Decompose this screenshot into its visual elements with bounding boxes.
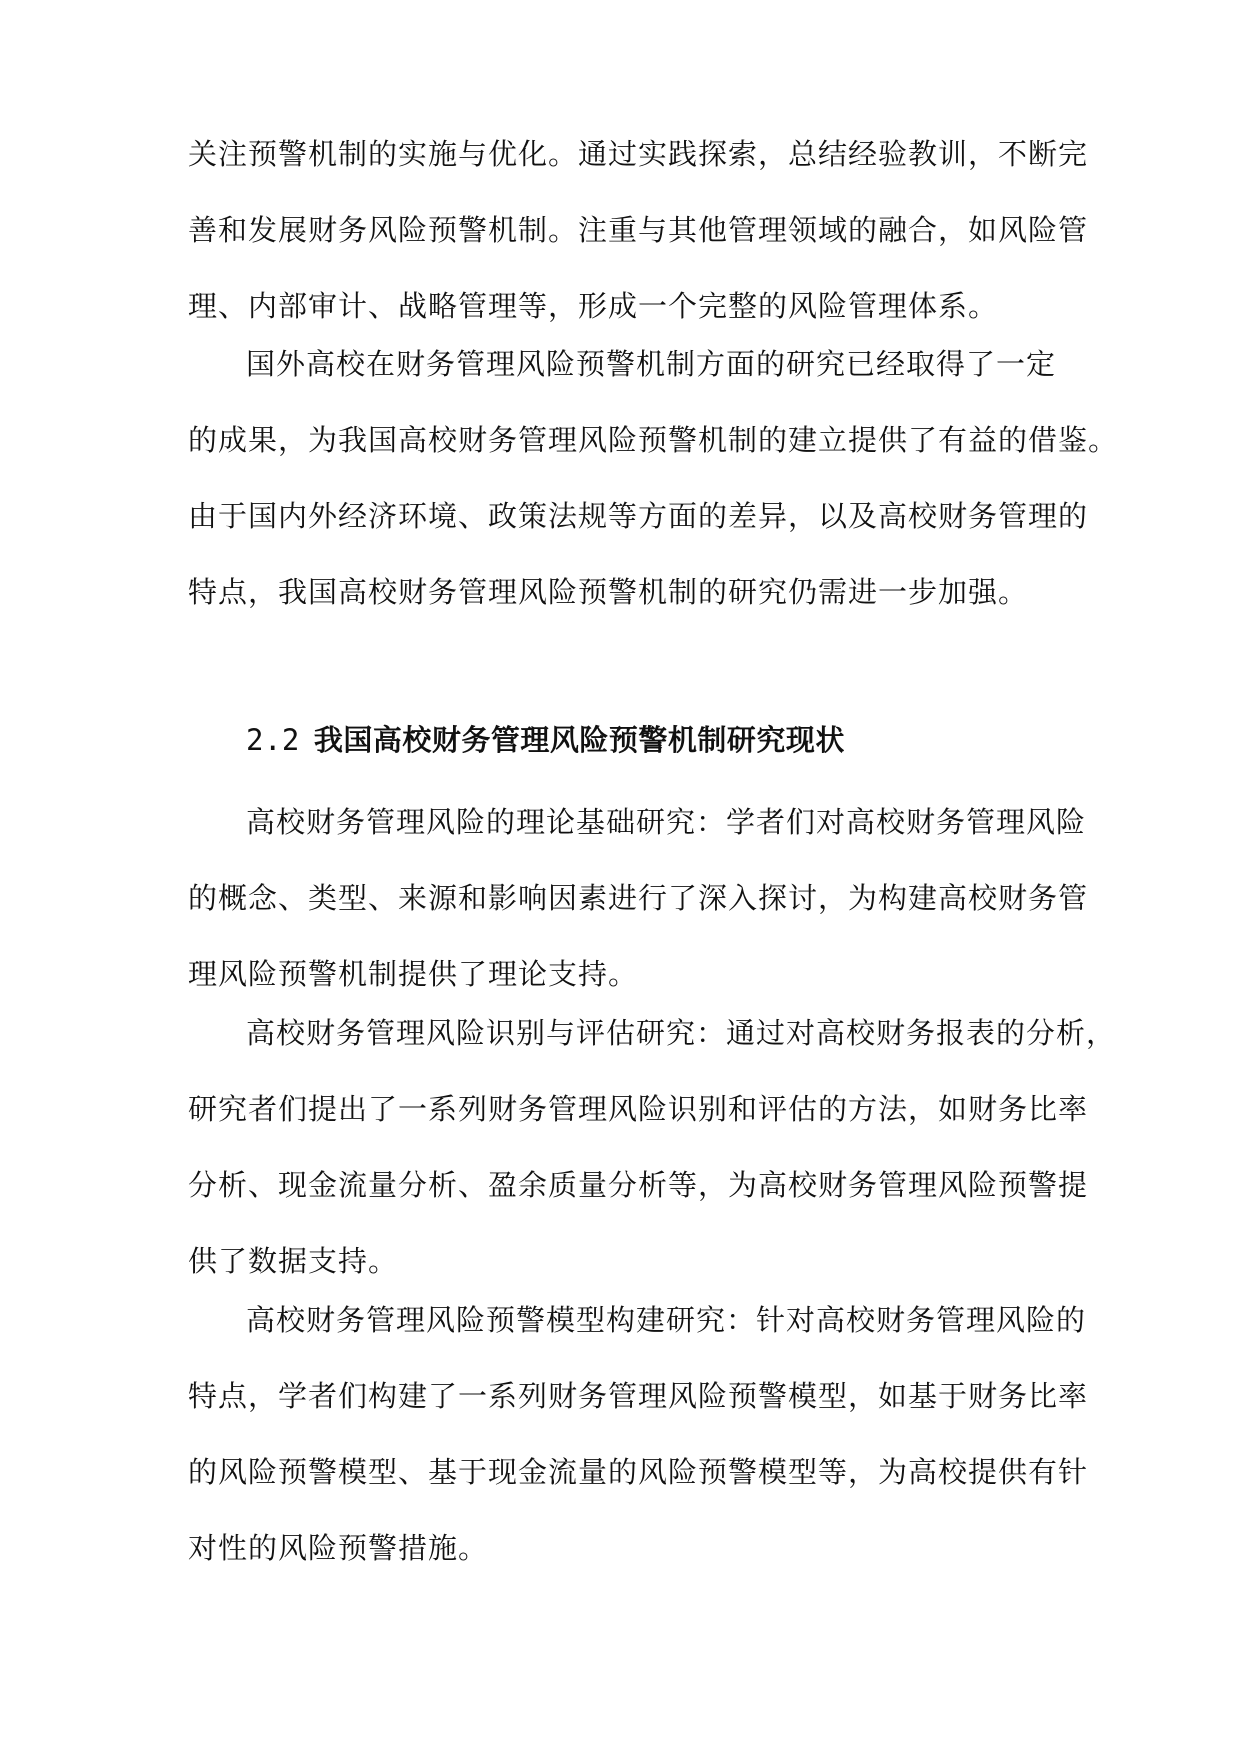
paragraph-line: 高校财务管理风险预警模型构建研究：针对高校财务管理风险的 xyxy=(246,1303,1087,1337)
paragraph-model-research xyxy=(188,1282,1089,1586)
paragraph-line: 对性的风险预警措施。 xyxy=(188,1531,489,1565)
paragraph-line: 高校财务管理风险的理论基础研究：学者们对高校财务管理风险 xyxy=(246,805,1087,839)
section-title: 我国高校财务管理风险预警机制研究现状 xyxy=(313,723,845,757)
paragraph-continuation xyxy=(188,116,1089,344)
paragraph-line: 国外高校在财务管理风险预警机制方面的研究已经取得了一定 xyxy=(246,347,1057,381)
paragraph-identification-research xyxy=(188,995,1117,1299)
paragraph-line: 特点，我国高校财务管理风险预警机制的研究仍需进一步加强。 xyxy=(188,575,1029,609)
paragraph-line: 理风险预警机制提供了理论支持。 xyxy=(188,957,639,991)
paragraph-line: 由于国内外经济环境、政策法规等方面的差异，以及高校财务管理的 xyxy=(188,499,1089,533)
paragraph-line: 特点，学者们构建了一系列财务管理风险预警模型，如基于财务比率 xyxy=(188,1379,1089,1413)
paragraph-line: 分析、现金流量分析、盈余质量分析等，为高校财务管理风险预警提 xyxy=(188,1168,1089,1202)
paragraph-line: 关注预警机制的实施与优化。通过实践探索，总结经验教训，不断完 xyxy=(188,137,1089,171)
paragraph-line: 供了数据支持。 xyxy=(188,1244,399,1278)
paragraph-line: 高校财务管理风险识别与评估研究：通过对高校财务报表的分析， xyxy=(246,1016,1117,1050)
paragraph-line: 的概念、类型、来源和影响因素进行了深入探讨，为构建高校财务管 xyxy=(188,881,1089,915)
paragraph-theory-research xyxy=(188,784,1089,1012)
paragraph-foreign-research xyxy=(188,326,1119,630)
section-heading xyxy=(246,702,845,778)
paragraph-line: 理、内部审计、战略管理等，形成一个完整的风险管理体系。 xyxy=(188,289,999,323)
section-number: 2.2 xyxy=(246,723,300,757)
paragraph-line: 善和发展财务风险预警机制。注重与其他管理领域的融合，如风险管 xyxy=(188,213,1089,247)
paragraph-line: 研究者们提出了一系列财务管理风险识别和评估的方法，如财务比率 xyxy=(188,1092,1089,1126)
paragraph-line: 的风险预警模型、基于现金流量的风险预警模型等，为高校提供有针 xyxy=(188,1455,1089,1489)
paragraph-line: 的成果，为我国高校财务管理风险预警机制的建立提供了有益的借鉴。 xyxy=(188,423,1119,457)
